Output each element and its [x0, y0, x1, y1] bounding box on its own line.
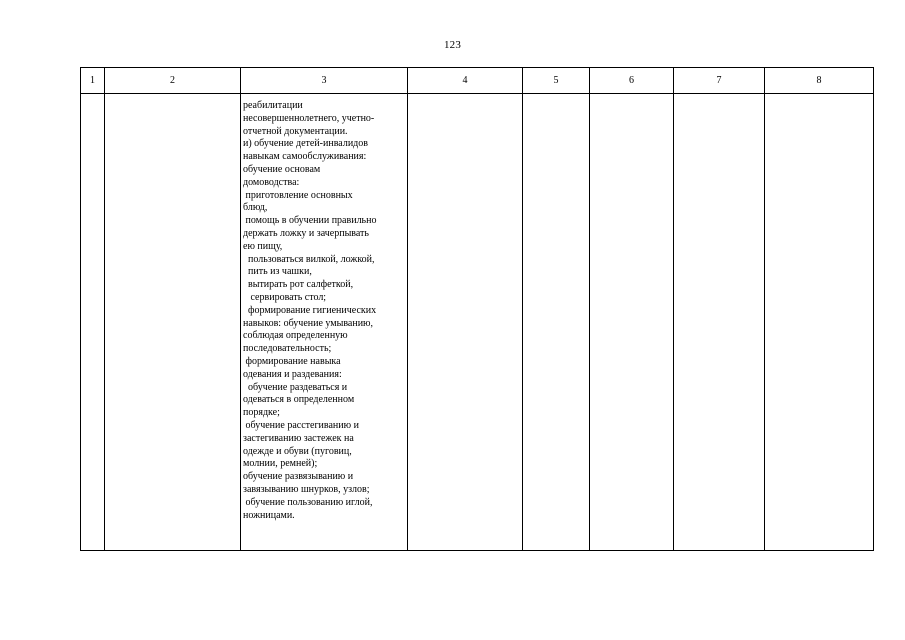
text-line: обучение пользованию иглой, [243, 496, 373, 508]
text-line: обучение развязыванию и [243, 471, 354, 483]
text-line: застегиванию застежек на [243, 432, 354, 444]
table-cell-col6 [590, 94, 674, 551]
text-line: ножницами. [243, 509, 295, 521]
text-line: формирование гигиенических [243, 304, 377, 316]
column-header-3: 3 [241, 68, 408, 94]
table-cell-col1 [81, 94, 105, 551]
text-line: несовершеннолетнего, учетно- [243, 112, 375, 124]
text-line: держать ложку и зачерпывать [243, 227, 369, 239]
text-line: сервировать стол; [243, 291, 327, 303]
text-line: обучение основам [243, 163, 321, 175]
text-line: реабилитации [243, 100, 303, 111]
column-header-8: 8 [765, 68, 874, 94]
document-table [80, 67, 874, 551]
text-line: приготовление основных [243, 189, 353, 201]
table-cell-col7 [674, 94, 765, 551]
text-line: пользоваться вилкой, ложкой, [243, 253, 375, 265]
text-line: блюд, [243, 202, 268, 214]
text-line: одежде и обуви (пуговиц, [243, 445, 352, 457]
column-header-7: 7 [674, 68, 765, 94]
rehabilitation-measures-text [241, 94, 407, 522]
text-line: обучение раздеваться и [243, 381, 348, 393]
text-line: навыков: обучение умыванию, [243, 317, 374, 329]
table-cell-col5 [523, 94, 590, 551]
text-line: и) обучение детей-инвалидов [243, 138, 368, 150]
text-line: соблюдая определенную [243, 330, 348, 342]
text-line: вытирать рот салфеткой, [243, 279, 354, 291]
text-line: отчетной документации. [243, 125, 348, 137]
column-header-2: 2 [105, 68, 241, 94]
column-header-1: 1 [81, 68, 105, 94]
text-line: одеваться в определенном [243, 394, 355, 406]
text-line: пить из чашки, [243, 266, 312, 278]
table-cell-col3 [241, 94, 408, 551]
text-line: порядке; [243, 407, 280, 419]
column-header-4: 4 [408, 68, 523, 94]
text-line: навыкам самообслуживания: [243, 151, 367, 163]
table-header-row [81, 68, 874, 94]
text-line: обучение расстегиванию и [243, 419, 359, 431]
text-line: молнии, ремней); [243, 458, 318, 470]
column-header-6: 6 [590, 68, 674, 94]
text-line: одевания и раздевания: [243, 368, 342, 380]
table-cell-col2 [105, 94, 241, 551]
text-line: домоводства: [243, 176, 300, 188]
table-row [81, 94, 874, 551]
table-cell-col4 [408, 94, 523, 551]
text-line: последовательность; [243, 343, 332, 355]
text-line: формирование навыка [243, 355, 341, 367]
text-line: завязыванию шнурков, узлов; [243, 483, 370, 495]
page-number: 123 [443, 39, 462, 51]
text-line: ею пищу, [243, 240, 283, 252]
table-cell-col8 [765, 94, 874, 551]
column-header-5: 5 [523, 68, 590, 94]
text-line: помощь в обучении правильно [243, 215, 377, 227]
